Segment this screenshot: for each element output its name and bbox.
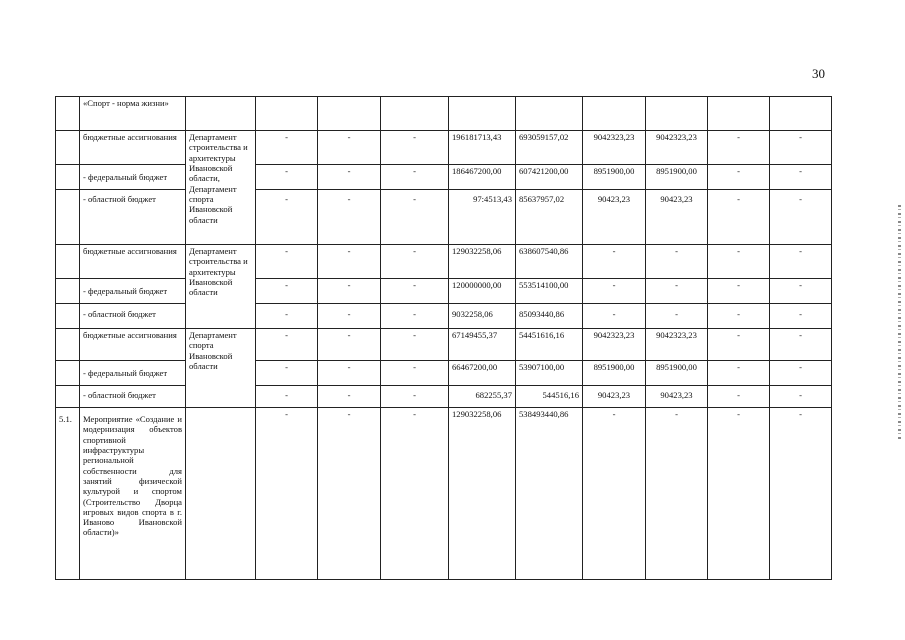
value-cell: - — [256, 279, 318, 304]
value-cell: - — [256, 190, 318, 245]
scan-artifact — [898, 205, 901, 441]
value-cell: 90423,23 — [646, 386, 708, 408]
value-cell: - — [708, 245, 770, 279]
value-cell: 9042323,23 — [583, 329, 646, 361]
value-cell: - — [646, 279, 708, 304]
table-row — [56, 386, 832, 408]
value-cell: - — [583, 408, 646, 580]
value-cell: - — [583, 245, 646, 279]
value-cell: 90423,23 — [583, 190, 646, 245]
description-cell: бюджетные ассигнования — [80, 245, 186, 279]
value-cell: 129032258,06 — [449, 245, 516, 279]
value-cell: 693059157,02 — [516, 131, 583, 165]
value-cell: 544516,16 — [516, 386, 583, 408]
row-number-cell — [56, 97, 80, 131]
value-cell: - — [318, 304, 381, 329]
table-row — [56, 329, 832, 361]
value-cell: - — [381, 131, 449, 165]
value-cell: - — [256, 361, 318, 386]
value-cell: - — [381, 245, 449, 279]
value-cell: 553514100,00 — [516, 279, 583, 304]
value-cell: - — [770, 165, 832, 190]
description-cell: «Спорт - норма жизни» — [80, 97, 186, 131]
value-cell: 85637957,02 — [516, 190, 583, 245]
value-cell: - — [583, 279, 646, 304]
value-cell: - — [708, 165, 770, 190]
value-cell: - — [318, 131, 381, 165]
value-cell: - — [708, 131, 770, 165]
value-cell — [449, 97, 516, 131]
row-number-cell — [56, 361, 80, 386]
value-cell: - — [381, 361, 449, 386]
value-cell: - — [646, 408, 708, 580]
value-cell: - — [256, 245, 318, 279]
value-cell: 54451616,16 — [516, 329, 583, 361]
table-row — [56, 97, 832, 131]
value-cell — [516, 97, 583, 131]
value-cell: - — [256, 386, 318, 408]
value-cell: - — [770, 245, 832, 279]
row-number-cell — [56, 304, 80, 329]
value-cell: 90423,23 — [646, 190, 708, 245]
value-cell — [318, 97, 381, 131]
value-cell — [583, 97, 646, 131]
table-row — [56, 279, 832, 304]
value-cell — [770, 97, 832, 131]
value-cell: 8951900,00 — [646, 165, 708, 190]
value-cell — [646, 97, 708, 131]
table-row — [56, 131, 832, 165]
page-number: 30 — [812, 66, 825, 81]
value-cell: - — [770, 408, 832, 580]
department-cell: Департамент спорта Ивановской области — [186, 329, 256, 408]
value-cell: 120000000,00 — [449, 279, 516, 304]
value-cell: - — [770, 329, 832, 361]
table-row — [56, 165, 832, 190]
value-cell: - — [256, 329, 318, 361]
description-cell: Мероприятие «Создание и модернизация объектов спортивной инфраструктуры региональной собственности для занятий физической культурой и спортом (Строительство Дворца игровых видов спорта в г. Иваново Ивановской области)» — [80, 408, 186, 580]
description-cell: - федеральный бюджет — [80, 165, 186, 190]
value-cell: 8951900,00 — [646, 361, 708, 386]
value-cell: - — [318, 165, 381, 190]
value-cell: - — [708, 361, 770, 386]
value-cell: - — [770, 386, 832, 408]
table-row — [56, 245, 832, 279]
description-cell: - областной бюджет — [80, 304, 186, 329]
value-cell: - — [646, 304, 708, 329]
value-cell: 9042323,23 — [646, 329, 708, 361]
value-cell: - — [318, 190, 381, 245]
row-number-cell — [56, 165, 80, 190]
department-cell — [186, 97, 256, 131]
value-cell: - — [318, 245, 381, 279]
value-cell: - — [708, 304, 770, 329]
value-cell: - — [256, 165, 318, 190]
row-number-cell — [56, 131, 80, 165]
value-cell: - — [708, 386, 770, 408]
value-cell: - — [381, 386, 449, 408]
value-cell: - — [381, 329, 449, 361]
value-cell: - — [770, 131, 832, 165]
value-cell: - — [770, 279, 832, 304]
value-cell: - — [708, 279, 770, 304]
value-cell: - — [381, 279, 449, 304]
description-cell: - областной бюджет — [80, 190, 186, 245]
description-cell: бюджетные ассигнования — [80, 131, 186, 165]
value-cell: - — [381, 304, 449, 329]
value-cell: - — [318, 329, 381, 361]
value-cell: 9032258,06 — [449, 304, 516, 329]
value-cell: - — [318, 279, 381, 304]
description-cell: бюджетные ассигнования — [80, 329, 186, 361]
value-cell: - — [708, 329, 770, 361]
row-number-cell — [56, 329, 80, 361]
value-cell: 66467200,00 — [449, 361, 516, 386]
value-cell: - — [770, 361, 832, 386]
value-cell: 196181713,43 — [449, 131, 516, 165]
value-cell: - — [583, 304, 646, 329]
value-cell: 67149455,37 — [449, 329, 516, 361]
value-cell: 682255,37 — [449, 386, 516, 408]
description-cell: - федеральный бюджет — [80, 279, 186, 304]
row-number-cell: 5.1. — [56, 408, 80, 580]
budget-table — [55, 96, 832, 580]
value-cell: 85093440,86 — [516, 304, 583, 329]
value-cell: 8951900,00 — [583, 361, 646, 386]
department-cell — [186, 408, 256, 580]
value-cell: - — [318, 361, 381, 386]
value-cell: - — [381, 165, 449, 190]
value-cell — [708, 97, 770, 131]
table-row — [56, 304, 832, 329]
value-cell: - — [256, 408, 318, 580]
value-cell: - — [646, 245, 708, 279]
value-cell: 97:4513,43 — [449, 190, 516, 245]
value-cell — [381, 97, 449, 131]
value-cell: - — [318, 386, 381, 408]
row-number-cell — [56, 245, 80, 279]
row-number-cell — [56, 386, 80, 408]
value-cell: - — [256, 304, 318, 329]
value-cell: - — [770, 304, 832, 329]
value-cell: 607421200,00 — [516, 165, 583, 190]
value-cell: 9042323,23 — [646, 131, 708, 165]
row-number-cell — [56, 190, 80, 245]
description-cell: - федеральный бюджет — [80, 361, 186, 386]
value-cell: 8951900,00 — [583, 165, 646, 190]
table-row — [56, 361, 832, 386]
value-cell: 186467200,00 — [449, 165, 516, 190]
value-cell — [256, 97, 318, 131]
value-cell: 538493440,86 — [516, 408, 583, 580]
table-row — [56, 190, 832, 245]
table-row — [56, 408, 832, 580]
value-cell: - — [318, 408, 381, 580]
value-cell: - — [381, 190, 449, 245]
value-cell: - — [256, 131, 318, 165]
row-number-cell — [56, 279, 80, 304]
value-cell: 90423,23 — [583, 386, 646, 408]
value-cell: 53907100,00 — [516, 361, 583, 386]
department-cell: Департамент строительства и архитектуры Ивановской области, Департамент спорта Ивановской области — [186, 131, 256, 245]
value-cell: - — [708, 408, 770, 580]
value-cell: 9042323,23 — [583, 131, 646, 165]
value-cell: - — [770, 190, 832, 245]
value-cell: 129032258,06 — [449, 408, 516, 580]
value-cell: - — [381, 408, 449, 580]
value-cell: 638607540,86 — [516, 245, 583, 279]
value-cell: - — [708, 190, 770, 245]
department-cell: Департамент строительства и архитектуры Ивановской области — [186, 245, 256, 329]
description-cell: - областной бюджет — [80, 386, 186, 408]
